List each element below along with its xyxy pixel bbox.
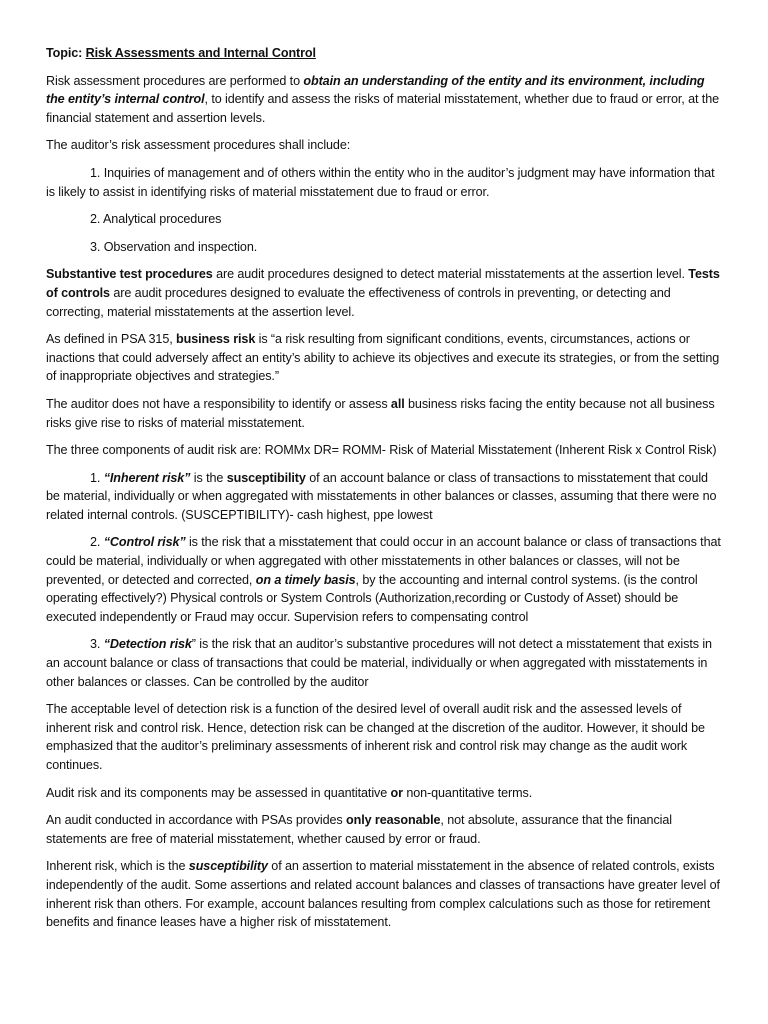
paragraph-substantive-tests: [46, 265, 724, 321]
bold-term: all: [390, 396, 405, 411]
bold-term: Substantive test procedures: [46, 267, 213, 282]
text-run: The auditor does not have a responsibility to identify or assess: [46, 396, 391, 411]
text-run: is “a risk resulting from significant conditions, events, circumstances, actions or inactions that could adversely affect an entity’s ability to achieve its objectives and execute its strategies, or from the setting of inappropriate objectives and strategies.”: [46, 332, 720, 384]
text-run: Audit risk and its components may be assessed in quantitative: [46, 785, 391, 800]
bold-italic-term: “Detection risk: [103, 637, 192, 652]
list-item-inherent-risk: [46, 469, 724, 525]
paragraph-audit-risk-components: The three components of audit risk are: ROMMx DR= ROMM- Risk of Material Misstatement (Inherent Risk x Control Risk): [46, 443, 717, 458]
topic-heading: [46, 44, 724, 63]
list-number: 3.: [90, 637, 104, 652]
paragraph-quantitative-terms: [46, 784, 724, 803]
list-number: 2.: [90, 535, 104, 550]
paragraph-reasonable-assurance: [46, 811, 724, 848]
text-run: ” is the risk that an auditor’s substantive procedures will not detect a misstatement that exists in an account balance or class of transactions that could be material, individually or when aggregated with misstatements in other balances or classes. Can be controlled by the auditor: [46, 637, 712, 689]
topic-title: Risk Assessments and Internal Control: [85, 46, 316, 60]
text-run: are audit procedures designed to evaluate the effectiveness of controls in preventing, or detecting and correcting, material misstatements at the assertion level.: [46, 285, 671, 319]
text-run: Risk assessment procedures are performed to: [46, 73, 304, 88]
text-run: An audit conducted in accordance with PSAs provides: [46, 813, 347, 828]
list-number: 1.: [90, 470, 104, 485]
bold-italic-term: on a timely basis: [255, 572, 356, 587]
paragraph-detection-risk-level: The acceptable level of detection risk is a function of the desired level of overall audit risk and the assessed levels of inherent risk and control risk. Hence, detection risk can be changed at the discretion of the auditor. However, it should be emphasized that the auditor’s preliminary assessments of inherent risk and control risk may change as the audit work continues.: [46, 702, 705, 772]
bold-term: or: [390, 785, 403, 800]
text-run: , by the accounting and internal control systems. (is the control operating effectively?) Physical controls or System Controls (Authorization,recording or Custody of Asset) should be executed independently or Fraud may occur. Supervision refers to compensating control: [46, 572, 698, 624]
list-item-inquiries: 1. Inquiries of management and of others within the entity who in the auditor’s judgment may have information that is likely to assist in identifying risks of material misstatement due to fraud or error.: [46, 165, 715, 199]
paragraph-risk-assessment-procedures: [46, 72, 724, 128]
paragraph-inherent-risk-susceptibility: [46, 857, 724, 931]
bold-term: Tests of controls: [46, 267, 720, 300]
bold-term: susceptibility: [226, 470, 306, 485]
bold-italic-term: “Inherent risk”: [103, 470, 191, 485]
paragraph-business-risk: [46, 330, 724, 386]
list-item-control-risk: [46, 533, 724, 626]
list-item-analytical: 2. Analytical procedures: [90, 212, 222, 227]
text-run: is the: [190, 470, 227, 485]
emphasis-text: obtain an understanding of the entity and its environment, including the entity’s internal control: [46, 73, 705, 107]
text-run: is the risk that a misstatement that could occur in an account balance or class of transactions that could be material, individually or when aggregated with other misstatements in other balances or classes, will not be prevented, or detected and corrected,: [46, 535, 721, 587]
list-item-detection-risk: [46, 635, 724, 691]
text-run: , not absolute, assurance that the financial statements are free of material misstatement, whether caused by error or fraud.: [46, 813, 672, 846]
text-run: , to identify and assess the risks of material misstatement, whether due to fraud or error, at the financial statement and assertion levels.: [46, 92, 720, 125]
text-run: business risks facing the entity because not all business risks give rise to risks of material misstatement.: [46, 396, 715, 430]
bold-italic-term: susceptibility: [188, 859, 268, 874]
text-run: non-quantitative terms.: [402, 785, 533, 800]
paragraph-auditor-responsibility: [46, 395, 724, 432]
bold-italic-term: “Control risk”: [103, 535, 186, 550]
text-run: Inherent risk, which is the: [46, 859, 189, 874]
text-run: of an assertion to material misstatement in the absence of related controls, exists independently of the audit. Some assertions and related account balances and classes of transactions have greater level of inherent risk than others. For example, account balances resulting from complex calculations such as those for retirement benefits and finance leases have a higher risk of misstatement.: [46, 859, 720, 930]
list-item-observation: 3. Observation and inspection.: [90, 239, 258, 254]
bold-term: business risk: [176, 332, 256, 347]
text-run: of an account balance or class of transactions to misstatement that could be material, individually or when aggregated with misstatements in other balances or classes, assuming that there were no related internal controls. (SUSCEPTIBILITY)- cash highest, ppe lowest: [46, 470, 717, 522]
topic-label: Topic:: [46, 46, 86, 60]
text-run: As defined in PSA 315,: [46, 332, 177, 347]
text-run: are audit procedures designed to detect material misstatements at the assertion level.: [212, 267, 689, 282]
paragraph-procedures-include: The auditor’s risk assessment procedures shall include:: [46, 138, 351, 153]
bold-term: only reasonable: [346, 813, 441, 828]
